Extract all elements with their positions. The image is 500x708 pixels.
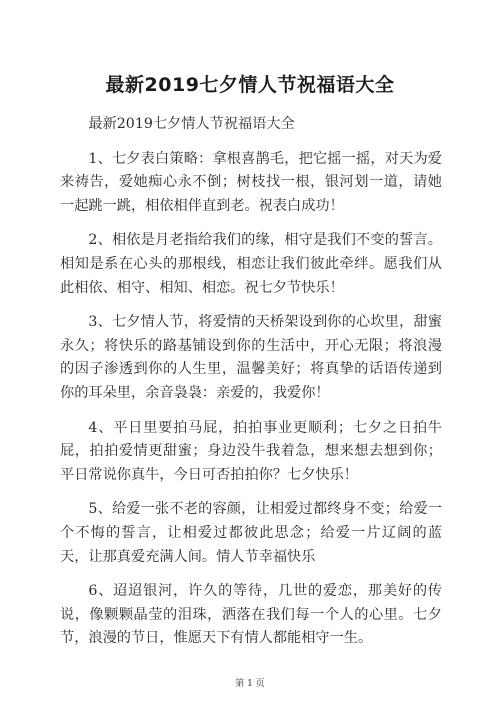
document-subtitle: 最新2019七夕情人节祝福语大全 — [88, 116, 295, 132]
paragraph-2: 2、相依是月老指给我们的缘，相守是我们不变的誓言。相知是系在心头的那根线，相恋让我们彼此牵绊。愿我们从此相依、相守、相知、相恋。祝七夕节快乐！ — [60, 232, 442, 296]
document-body — [60, 113, 442, 662]
paragraph-3: 3、七夕情人节，将爱情的天桥架设到你的心坎里，甜蜜永久；将快乐的路基铺设到你的生活中，开心无限；将浪漫的因子渗透到你的人生里，温馨美好；将真挚的话语传递到你的耳朵里，余音袅袅：亲爱的，我爱你！ — [60, 314, 442, 401]
page-number: 第 1 页 — [235, 679, 265, 689]
paragraph-6: 6、迢迢银河，许久的等待，几世的爱恋，那美好的传说，像颗颗晶莹的泪珠，洒落在我们每一个人的心里。七夕节，浪漫的节日，惟愿天下有情人都能相守一生。 — [60, 583, 442, 647]
paragraph-1: 1、七夕表白策略：拿根喜鹊毛，把它摇一摇，对天为爱来祷告，爱她痴心永不倒；树枝找一根，银河划一道，请她一起跳一跳，相依相伴直到老。祝表白成功！ — [60, 150, 442, 214]
paragraph-5: 5、给爱一张不老的容颜，让相爱过都终身不变；给爱一个不悔的誓言，让相爱过都彼此思念；给爱一片辽阔的蓝天，让那真爱充满人间。情人节幸福快乐 — [60, 501, 442, 565]
paragraph-4: 4、平日里要拍马屁，拍拍事业更顺利；七夕之日拍牛屁，拍拍爱情更甜蜜；身边没牛我着急，想来想去想到你；平日常说你真牛，今日可否拍拍你？七夕快乐！ — [60, 419, 442, 483]
document-title: 最新2019七夕情人节祝福语大全 — [105, 74, 395, 96]
